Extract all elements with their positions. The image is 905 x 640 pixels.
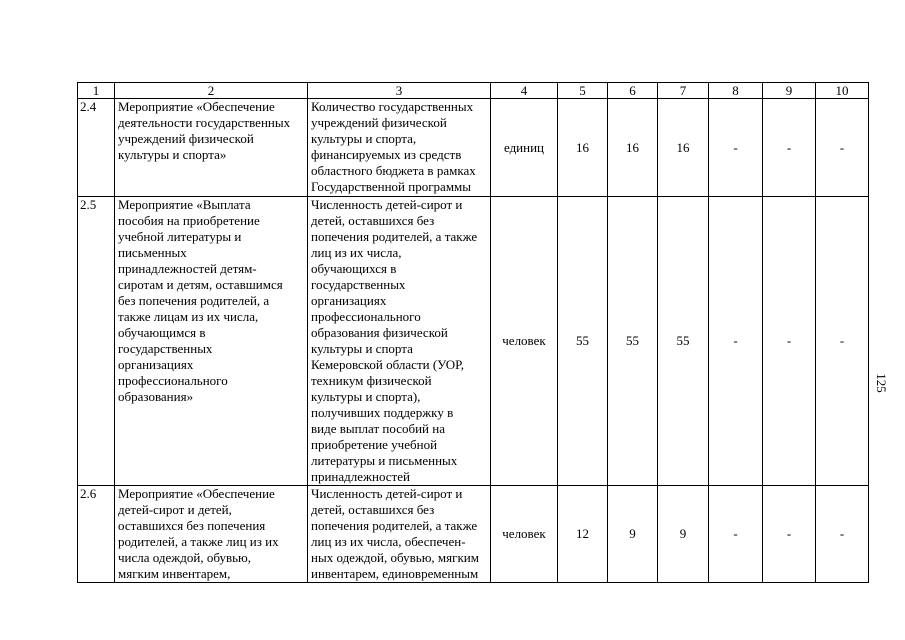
column-number: 6 [608,83,658,99]
value-cell: 9 [608,486,658,583]
column-number: 5 [558,83,608,99]
item-number: 2.5 [78,197,115,486]
value-cell: 55 [658,197,709,486]
value-cell: 16 [608,99,658,197]
value-cell: - [709,486,763,583]
value-cell: 55 [558,197,608,486]
value-cell: - [816,486,869,583]
item-number: 2.4 [78,99,115,197]
table-row [78,99,869,197]
value-cell: - [763,486,816,583]
indicator-cell: Количество государственных учреждений физической культуры и спорта, финансируемых из средств областного бюджета в рамках Государственной программы [308,99,491,197]
activity-cell: Мероприятие «Обеспечение деятельности государственных учреждений физической культуры и спорта» [115,99,308,197]
item-number: 2.6 [78,486,115,583]
value-cell: 55 [608,197,658,486]
value-cell: - [816,197,869,486]
column-number-row [78,83,869,99]
column-number: 3 [308,83,491,99]
activity-cell: Мероприятие «Обеспечение детей-сирот и детей, оставшихся без попечения родителей, а также лиц из их числа одеждой, обувью, мягким инвентарем, [115,486,308,583]
value-cell: - [709,197,763,486]
table-row [78,197,869,486]
indicator-cell: Численность детей-сирот и детей, оставшихся без попечения родителей, а также лиц из их числа, обеспечен- ных одеждой, обувью, мягким инвентарем, единовременным [308,486,491,583]
page-number: 125 [874,373,889,393]
value-cell: 12 [558,486,608,583]
value-cell: - [816,99,869,197]
value-cell: - [763,99,816,197]
unit-cell: человек [491,486,558,583]
value-cell: - [709,99,763,197]
column-number: 9 [763,83,816,99]
value-cell: 9 [658,486,709,583]
unit-cell: единиц [491,99,558,197]
program-indicators-table [77,82,869,583]
column-number: 10 [816,83,869,99]
table-row [78,486,869,583]
column-number: 8 [709,83,763,99]
unit-cell: человек [491,197,558,486]
column-number: 4 [491,83,558,99]
value-cell: 16 [658,99,709,197]
activity-cell: Мероприятие «Выплата пособия на приобретение учебной литературы и письменных принадлежностей детям- сиротам и детям, оставшимся без попечения родителей, а также лицам из их числа, обучающимся в государственных организациях профессионального образования» [115,197,308,486]
column-number: 2 [115,83,308,99]
indicator-cell: Численность детей-сирот и детей, оставшихся без попечения родителей, а также лиц из их числа, обучающихся в государственных организациях профессионального образования физической культуры и спорта Кемеровской области (УОР, техникум физической культуры и спорта), получивших поддержку в виде выплат пособий на приобретение учебной литературы и письменных принадлежностей [308,197,491,486]
value-cell: 16 [558,99,608,197]
value-cell: - [763,197,816,486]
column-number: 7 [658,83,709,99]
column-number: 1 [78,83,115,99]
